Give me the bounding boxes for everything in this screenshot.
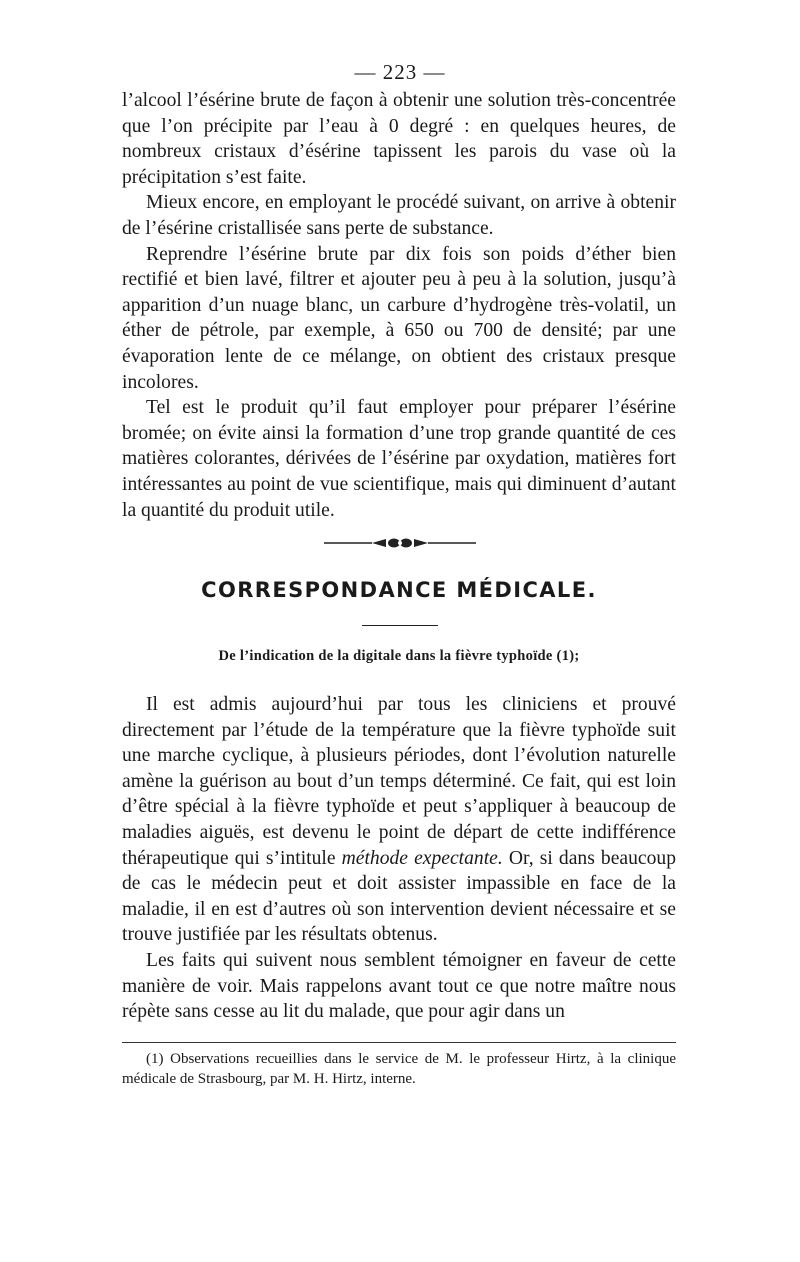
paragraph: Les faits qui suivent nous semblent témoigner en faveur de cette manière de voir. Mais rappelons avant tout ce que notre maître nous répète sans cesse au lit du malade, que pour agir dans un [122, 949, 676, 1023]
paragraph: Tel est le produit qu’il faut employer pour préparer l’ésérine bromée; on évite ainsi la formation d’une trop grande quantité de ces matières colorantes, dérivées de l’ésérine par oxydation, matières fort intéressantes au point de vue scientifique, mais qui diminuent d’autant la quantité du produit utile. [122, 397, 676, 521]
paragraph: Mieux encore, en employant le procédé suivant, on arrive à obtenir de l’ésérine cristallisée sans perte de substance. [122, 192, 676, 239]
paragraph [122, 692, 676, 948]
footnote-rule [122, 1042, 676, 1043]
paragraph: Reprendre l’ésérine brute par dix fois son poids d’éther bien rectifié et bien lavé, filtrer et ajouter peu à peu à la solution, jusqu’à apparition d’un nuage blanc, un carbure d’hydrogène très-volatil, un éther de pétrole, par exemple, à 650 ou 700 de densité; par une évaporation lente de ce mélange, on obtient des cristaux presque incolores. [122, 243, 676, 393]
text-run: Or, si dans beaucoup de cas le médecin peut et doit assister impassible en face de la maladie, il en est d’autres où son intervention devient nécessaire et se trouve justifiée par les résultats obtenus. [122, 847, 677, 946]
section-divider-ornament [324, 536, 476, 550]
section-article-text [122, 692, 676, 1025]
paragraph-continued: l’alcool l’ésérine brute de façon à obtenir une solution très-concentrée que l’on précipite par l’eau à 0 degré : en quelques heures, de nombreux cristaux d’ésérine tapissent les parois du vase où la précipitation s’est faite. [122, 90, 676, 188]
section-chemistry-text [122, 88, 676, 523]
italic-term: méthode expectante. [341, 847, 503, 869]
text-run: Il est admis aujourd’hui par tous les cliniciens et prouvé directement par l’étude de la température que la fièvre typhoïde suit une marche cyclique, à plusieurs périodes, dont l’évolution naturelle amène la guérison au bout d’un temps déterminé. Ce fait, qui est loin d’être spécial à la fièvre typhoïde et peut s’appliquer à beaucoup de maladies aiguës, est devenu le point de départ de cette indifférence thérapeutique qui s’intitule [122, 694, 676, 869]
footnote-text: (1) Observations recueillies dans le service de M. le professeur Hirtz, à la clinique médicale de Strasbourg, par M. H. Hirtz, interne. [122, 1051, 676, 1087]
page-number: — 223 — [354, 60, 446, 84]
footnote [122, 1050, 676, 1089]
section-heading: CORRESPONDANCE MÉDICALE. [201, 578, 597, 602]
heading-rule [362, 625, 438, 626]
article-subtitle: De l’indication de la digitale dans la fièvre typhoïde (1); [218, 648, 580, 664]
